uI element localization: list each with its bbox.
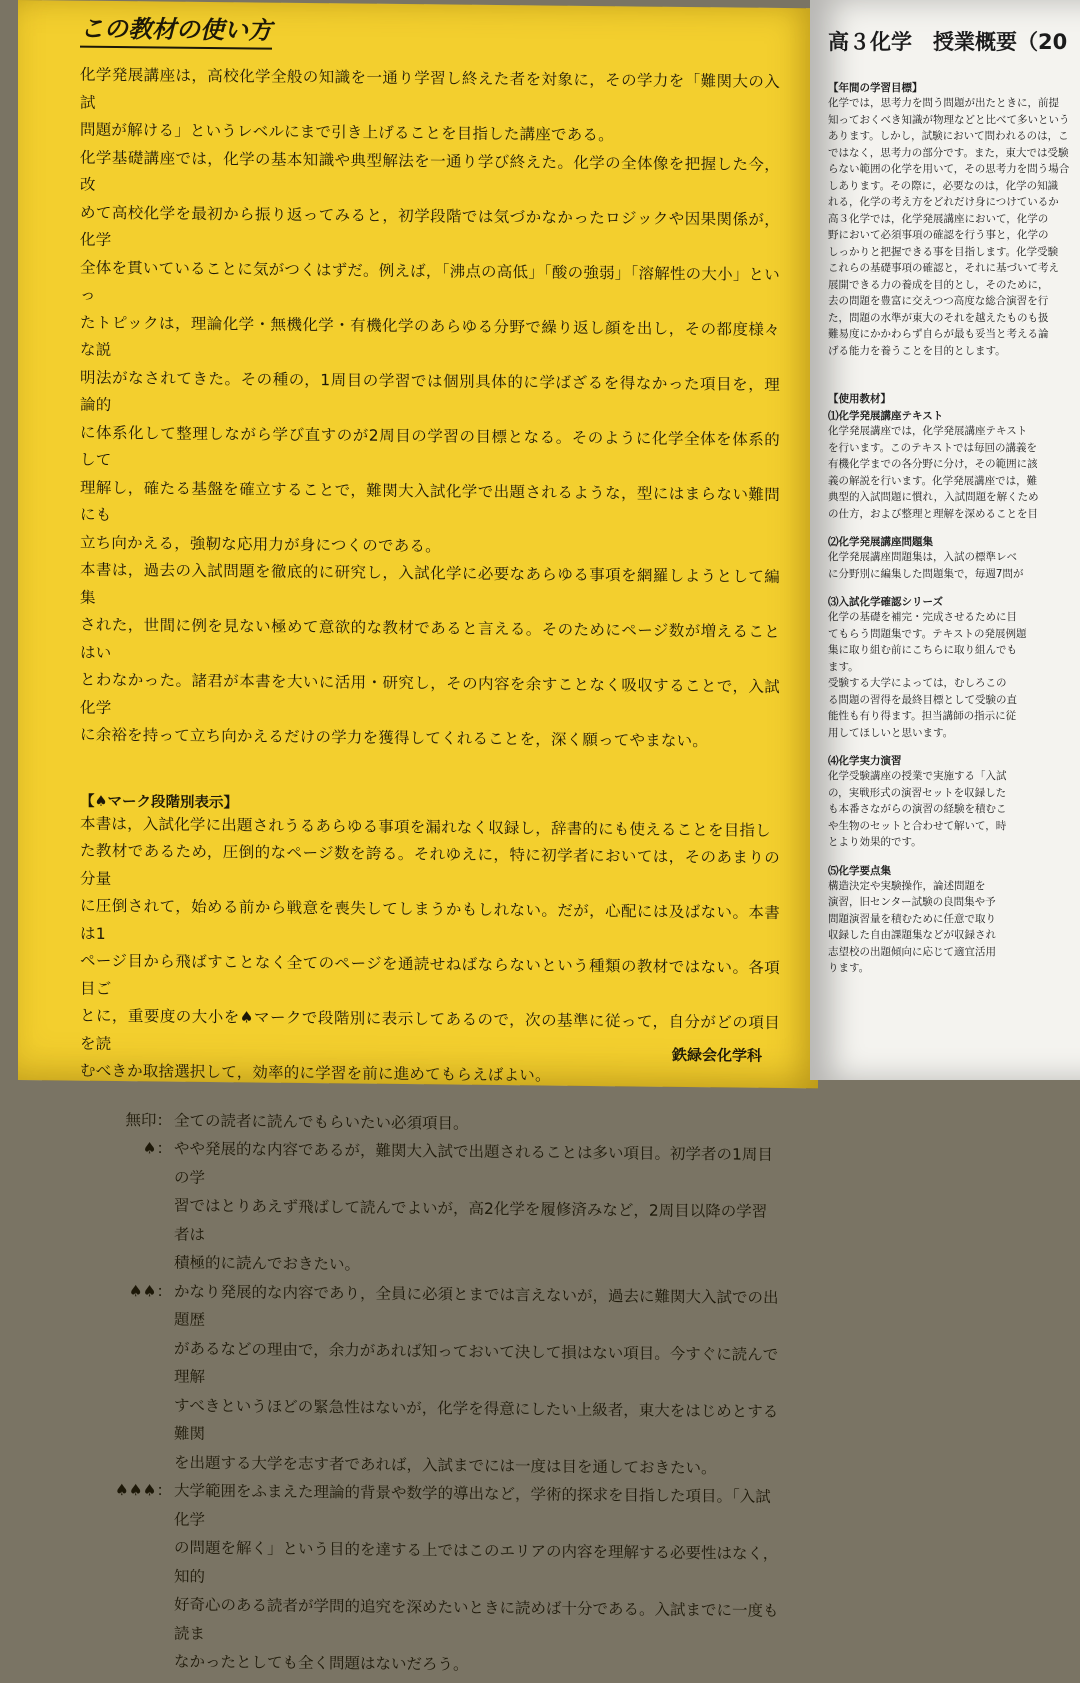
materials-heading: 【使用教材】 [828,393,891,405]
goal-text [828,95,1080,359]
section-line: ページ目から飛ばすことなく全てのページを通読せねばならないという種類の教材ではない。各項目ご [80,951,780,998]
left-page-content [80,9,780,1683]
level-description [174,1277,780,1483]
material-line: も本番さながらの演習の経験を積むこ [828,803,1007,815]
material-title: ⑷化学実力演習 [828,755,902,767]
material-line: 用してほしいと思います。 [828,726,954,739]
left-page [18,0,818,1674]
goal-line: ではなく，思考力の部分です。また，東大では受験 [828,146,1069,159]
intro-line: に体系化して整理しながら学び直すのが2周目の学習の目標となる。そのように化学全体を体系的して [80,423,780,469]
level-list [80,1105,780,1682]
section-line: むべきか取捨選択して，効率的に学習を前に進めてもらえばよい。 [80,1061,551,1085]
intro-line: 理解し，確たる基盤を確立することで，難関大入試化学で出題されるような，型にはまらない難問にも [80,478,780,524]
material-line: 有機化学までの各分野に分け，その範囲に該 [828,458,1038,470]
goal-line: 高３化学では，化学発展講座において，化学の [828,212,1049,225]
material-line: てもらう問題集です。テキストの発展例題 [828,627,1027,640]
intro-line: 立ち向かえる，強靭な応用力が身につくのである。 [80,533,441,555]
material-line: の仕方，および整理と理解を深めることを目 [828,507,1038,520]
material-line: 集に取り組む前にこちらに取り組んでも [828,644,1017,656]
material-line: る問題の習得を最終目標として受験の直 [828,693,1017,706]
right-page [810,0,1080,1080]
material-line: 収録した自由課題集などが収録され [828,929,996,941]
goal-line: れる，化学の考え方をどれだけ身につけているか [828,196,1059,208]
section-line: た教材であるため，圧倒的なページ数を誇る。それゆえに，特に初学者においては，そのあまりの分量 [80,841,780,888]
level-line: の問題を解く」という目的を達する上ではこのエリアの内容を理解する必要性はなく，知的 [174,1538,779,1586]
goal-line: 展開できる力の養成を目的とし，そのために， [828,278,1049,291]
material-line: 典型的入試問題に慣れ，入試問題を解くため [828,491,1039,503]
goal-line: 化学では，思考力を問う問題が出たときに，前提 [828,97,1059,109]
spade-mark-icon: ♠♠♠： [114,1481,172,1500]
level-line: があるなどの理由で，余力があれば知っておいて決して損はない項目。今すぐに読んで理解 [174,1339,779,1386]
level-line: 全ての読者に読んでもらいたい必須項目。 [174,1111,469,1133]
material-line: 化学の基礎を補完・完成させるために目 [828,611,1017,623]
goal-line: た，問題の水準が東大のそれを越えたものも扱 [828,311,1049,324]
level-line: やや発展的な内容であるが，難関大入試で出題されることは多い項目。初学者の1周目の学 [174,1139,773,1187]
material-line: 義の解説を行います。化学発展講座では，難 [828,474,1038,487]
goal-line: しあります。その際に，必要なのは，化学の知識 [828,179,1059,192]
intro-text [80,62,780,757]
spade-mark-icon: 無印： [125,1110,172,1130]
level-line: を出題する大学を志す者であれば，入試までには一度は目を通しておきたい。 [174,1453,717,1477]
level-description [174,1135,780,1284]
level-line: かなり発展的な内容であり，全員に必須とまでは言えないが，過去に難関大入試での出題歴 [174,1282,779,1329]
right-page-content [828,26,1080,977]
page-title: この教材の使い方 [80,9,272,50]
section-title: 【♠マーク段階別表示】 [80,793,238,811]
level-line: 好奇心のある読者が学問的追究を深めたいときに読めば十分である。入試までに一度も読ま [174,1595,779,1643]
intro-line: に余裕を持って立ち向かえるだけの学力を獲得してくれることを，深く願ってやまない。 [80,725,709,751]
section-line: とに，重要度の大小を♠マークで段階別に表示してあるので，次の基準に従って，自分がどの項目を読 [80,1006,780,1053]
intro-line: 全体を貫いていることに気がつくはずだ。例えば，「沸点の高低」「酸の強弱」「溶解性の大小」といっ [80,258,780,304]
right-page-title: 高３化学 授業概要（20 [828,30,1068,54]
materials-list [828,408,1080,977]
level-line: なかったとしても全く問題はないだろう。 [174,1652,469,1674]
intro-line: 明法がなされてきた。その種の，1周目の学習では個別具体的に学ばざるを得なかった項目を，理論的 [80,368,780,414]
intro-line: 本書は，過去の入試問題を徹底的に研究し，入試化学に必要なあらゆる事項を網羅しようとして編集 [80,560,780,607]
section-line: に圧倒されて，始める前から戦意を喪失してしまうかもしれない。だが，心配には及ばない。本書は1 [80,896,780,943]
level-line: 大学範囲をふまえた理論的背景や数学的導出など，学術的探求を目指した項目。「入試化学 [174,1481,771,1529]
intro-line: めて高校化学を最初から振り返ってみると，初学段階では気づかなかったロジックや因果関係が，化学 [80,203,780,249]
level-item [80,1476,780,1683]
intro-line: 化学基礎講座では，化学の基本知識や典型解法を一通り学び終えた。化学の全体像を把握した今，改 [80,148,780,194]
goal-line: これらの基礎事項の確認と，それに基づいて考え [828,262,1059,274]
material-line: 演習，旧センター試験の良問集や予 [828,896,996,908]
goal-line: 難易度にかかわらず自らが最も妥当と考える論 [828,328,1049,340]
goal-line: 知っておくべき知識が物理などと比べて多いという [828,113,1070,126]
intro-line: 化学発展講座は，高校化学全般の知識を一通り学習し終えた者を対象に，その学力を「難関大の入試 [80,65,780,112]
spade-mark-icon: ♠♠： [128,1281,172,1301]
section-line: 本書は，入試化学に出題されうるあらゆる事項を漏れなく収録し，辞書的にも使えることを目指し [80,814,771,840]
material-title: ⑴化学発展講座テキスト [828,410,944,422]
level-item [80,1276,780,1483]
goal-heading: 【年間の学習目標】 [828,82,923,94]
goal-line: げる能力を養うことを目的とします。 [828,344,1006,357]
goal-line: らない範囲の化学を用いて，その思考力を問う場合 [828,163,1070,175]
material-line: ます。 [828,660,859,673]
material-line: 化学発展講座では，化学発展講座テキスト [828,425,1028,437]
spade-mark-icon: ♠： [142,1139,172,1158]
material-line: 問題演習量を積むために任意で取り [828,912,996,925]
goal-line: あります。しかし，試験において問われるのは，こ [828,130,1069,142]
material-line: ります。 [828,962,870,974]
material-line: を行います。このテキストでは毎回の講義を [828,441,1037,454]
material-line: に分野別に編集した問題集で，毎週7問が [828,567,1024,580]
intro-line: 問題が解ける」というレベルにまで引き上げることを目指した講座である。 [80,120,614,145]
intro-line: たトピックは，理論化学・無機化学・有機化学のあらゆる分野で繰り返し顔を出し，その都度様々な説 [80,313,780,359]
level-description [174,1477,780,1683]
level-line: 習ではとりあえず飛ばして読んでよいが，高2化学を履修済みなど，2周目以降の学習者は [174,1196,768,1244]
material-line: 志望校の出題傾向に応じて適宜活用 [828,945,996,958]
goal-line: 野において必須事項の確認を行う事と，化学の [828,229,1049,241]
level-line: すべきというほどの緊急性はないが，化学を得意にしたい上級者，東大をはじめとする難関 [174,1396,779,1443]
material-line: 化学受験講座の授業で実施する「入試 [828,770,1007,782]
material-line: 構造決定や実験操作，論述問題を [828,879,986,892]
intro-line: された，世間に例を見ない極めて意欲的な教材であると言える。そのためにページ数が増えることはい [80,615,780,662]
publisher-credit: 鉄緑会化学科 [671,1045,762,1065]
material-title: ⑵化学発展講座問題集 [828,536,933,548]
material-line: や生物のセットと合わせて解いて，時 [828,819,1007,832]
material-line: の，実戦形式の演習セットを収録した [828,786,1007,799]
material-line: 能性も有り得ます。担当講師の指示に従 [828,710,1017,722]
material-line: 受験する大学によっては，むしろこの [828,677,1007,689]
material-line: とより効果的です。 [828,836,922,848]
intro-line: とわなかった。諸君が本書を大いに活用・研究し，その内容を余すことなく吸収することで，入試化学 [80,670,780,717]
goal-line: 去の問題を豊富に交えつつ高度な総合演習を行 [828,295,1049,307]
material-title: ⑸化学要点集 [828,864,891,877]
level-item [80,1134,780,1284]
goal-line: しっかりと把握できる事を目指します。化学受験 [828,245,1059,258]
material-title: ⑶入試化学確認シリーズ [828,596,943,608]
material-line: 化学発展講座問題集は，入試の標準レベ [828,551,1017,563]
level-line: 積極的に読んでおきたい。 [174,1253,361,1274]
